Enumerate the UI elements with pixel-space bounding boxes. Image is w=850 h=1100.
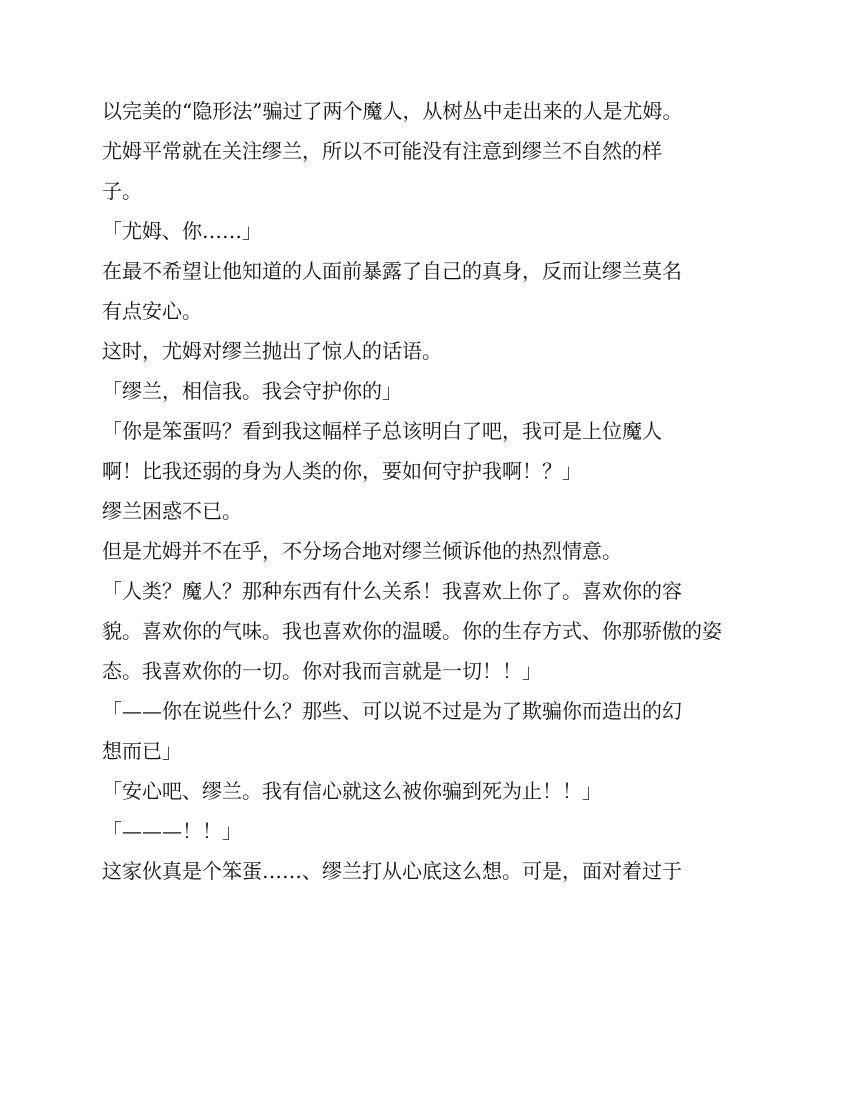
- text-line: 「缪兰，相信我。我会守护你的」: [102, 379, 402, 403]
- text-line: 「尤姆、你……」: [102, 219, 262, 243]
- text-line: 以完美的“隐形法”骗过了两个魔人，从树丛中走出来的人是尤姆。: [102, 99, 683, 123]
- body-text: [102, 91, 742, 891]
- text-line: 「人类？魔人？那种东西有什么关系！我喜欢上你了。喜欢你的容: [102, 579, 682, 603]
- text-line: 「安心吧、缪兰。我有信心就这么被你骗到死为止！！」: [102, 779, 602, 803]
- text-line: 貌。喜欢你的气味。我也喜欢你的温暖。你的生存方式、你那骄傲的姿: [102, 619, 722, 643]
- text-line: 尤姆平常就在关注缪兰，所以不可能没有注意到缪兰不自然的样: [102, 139, 662, 163]
- text-line: 想而已」: [102, 739, 182, 763]
- text-line: 「你是笨蛋吗？看到我这幅样子总该明白了吧，我可是上位魔人: [102, 419, 662, 443]
- text-line: 这家伙真是个笨蛋……、缪兰打从心底这么想。可是，面对着过于: [102, 859, 682, 883]
- text-line: 啊！比我还弱的身为人类的你，要如何守护我啊！？」: [102, 459, 582, 483]
- text-line: 态。我喜欢你的一切。你对我而言就是一切！！」: [102, 659, 542, 683]
- text-line: 这时，尤姆对缪兰抛出了惊人的话语。: [102, 339, 442, 363]
- text-line: 但是尤姆并不在乎，不分场合地对缪兰倾诉他的热烈情意。: [102, 539, 622, 563]
- text-line: 「——你在说些什么？那些、可以说不过是为了欺骗你而造出的幻: [102, 699, 682, 723]
- text-line: 在最不希望让他知道的人面前暴露了自己的真身，反而让缪兰莫名: [102, 259, 682, 283]
- text-line: 子。: [102, 179, 142, 203]
- text-line: 缪兰困惑不已。: [102, 499, 242, 523]
- text-line: 有点安心。: [102, 299, 202, 323]
- text-line: 「———！！」: [102, 819, 242, 843]
